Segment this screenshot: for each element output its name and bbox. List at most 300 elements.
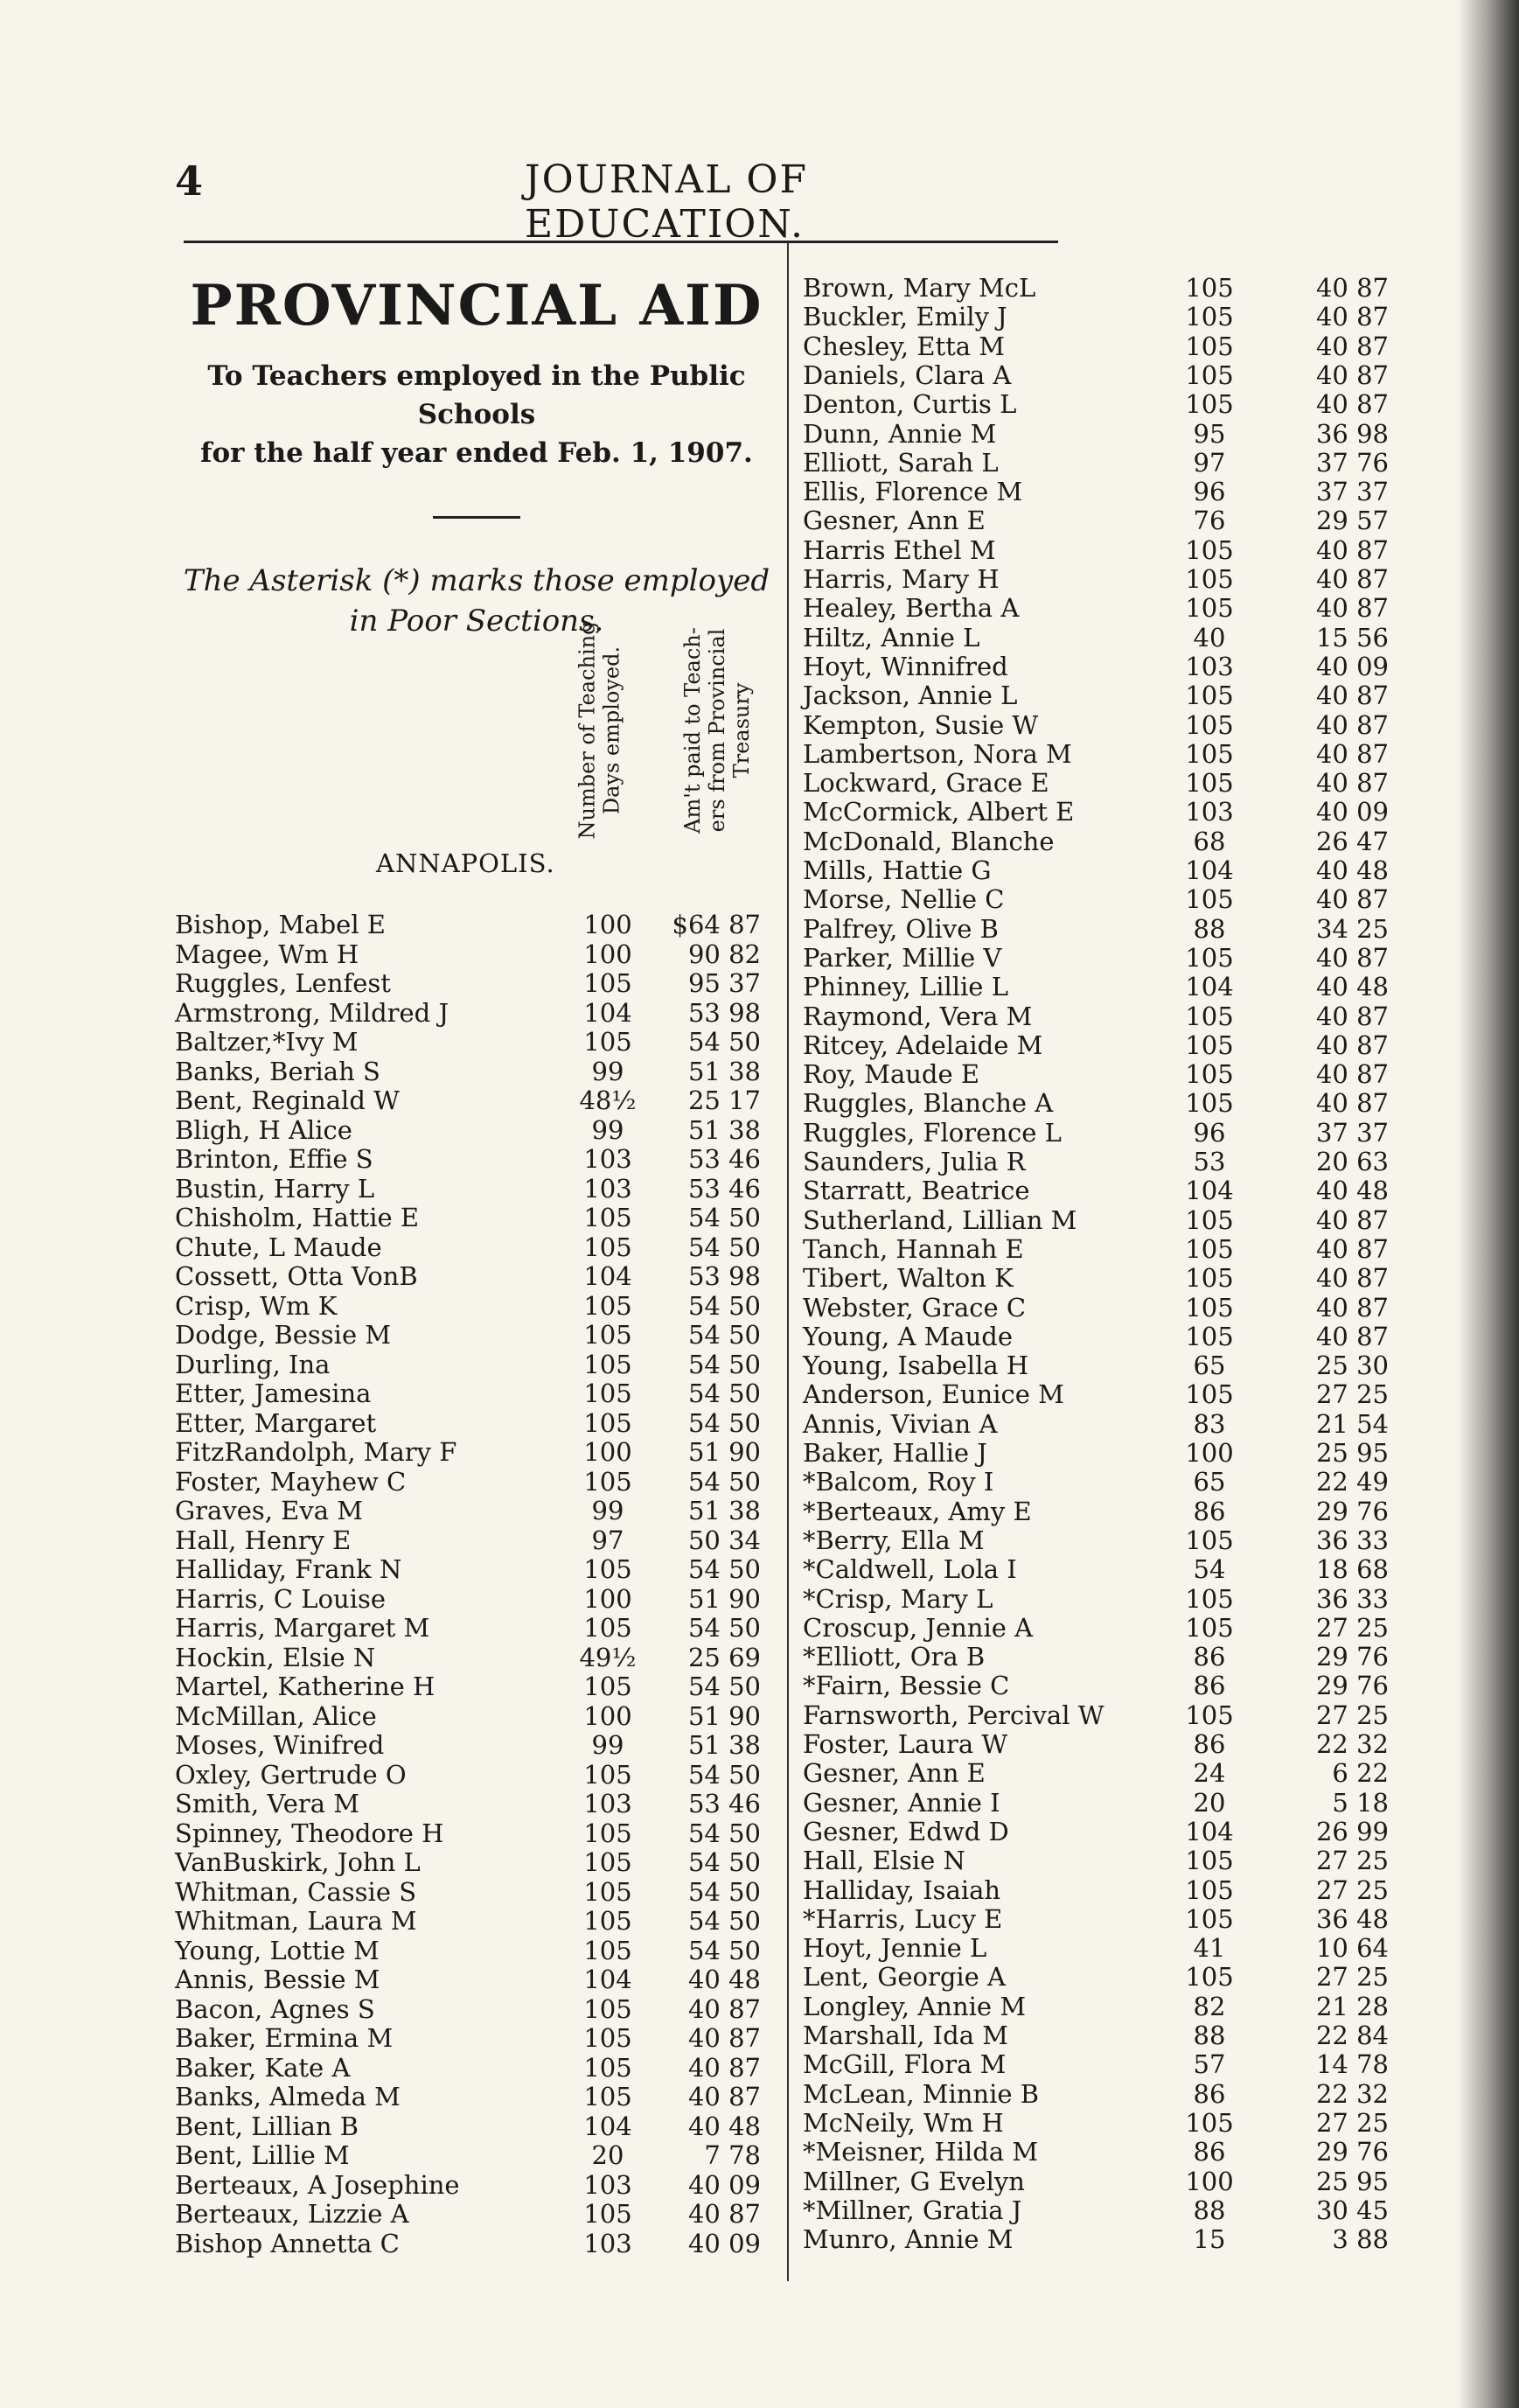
list-item xyxy=(175,1760,778,1790)
teacher-name: Harris, Mary H xyxy=(803,564,1000,594)
days-column-header xyxy=(564,612,634,848)
list-item xyxy=(803,1118,1467,1148)
amount-paid: 40 87 xyxy=(1315,534,1389,565)
teaching-days: 105 xyxy=(583,1320,632,1350)
list-item xyxy=(175,1232,778,1262)
teaching-days: 88 xyxy=(1193,2195,1226,2225)
list-item xyxy=(175,1350,778,1379)
teacher-name: Kempton, Susie W xyxy=(803,709,1039,740)
amount-paid: 18 68 xyxy=(1315,1554,1389,1585)
list-item xyxy=(175,1994,778,2024)
teaching-days: 105 xyxy=(583,1027,632,1057)
list-item xyxy=(175,2111,778,2141)
teaching-days: 100 xyxy=(583,939,632,969)
subtitle-line-2: for the half year ended Feb. 1, 1907. xyxy=(200,437,753,469)
teaching-days: 105 xyxy=(1185,1059,1234,1090)
teaching-days: 83 xyxy=(1193,1408,1226,1439)
list-item xyxy=(175,2229,778,2258)
teacher-name: Brown, Mary McL xyxy=(803,273,1036,303)
amount-paid: 27 25 xyxy=(1315,1874,1389,1905)
teaching-days: 104 xyxy=(583,1965,632,1994)
right-column-list xyxy=(803,273,1467,2276)
teacher-name: Phinney, Lillie L xyxy=(803,972,1008,1002)
amount-paid: 90 82 xyxy=(687,939,761,969)
teaching-days: 97 xyxy=(1193,447,1226,478)
teacher-name: Young, Isabella H xyxy=(803,1351,1029,1381)
amount-paid: 40 87 xyxy=(687,1993,761,2024)
teacher-name: *Elliott, Ora B xyxy=(803,1642,986,1672)
amount-paid: 40 87 xyxy=(1315,709,1389,740)
teacher-name: McNeily, Wm H xyxy=(803,2107,1004,2138)
amount-paid: 51 38 xyxy=(687,1056,761,1086)
teacher-name: Ruggles, Florence L xyxy=(803,1117,1062,1148)
list-item xyxy=(803,2167,1467,2196)
page-header xyxy=(175,157,1067,247)
teaching-days: 105 xyxy=(1185,1700,1234,1730)
amount-paid: 29 76 xyxy=(1315,2137,1389,2167)
amount-paid: 51 90 xyxy=(687,1700,761,1731)
amount-paid: 40 09 xyxy=(687,2228,761,2258)
teacher-name: Moses, Winifred xyxy=(175,1730,385,1760)
teaching-days: 88 xyxy=(1193,2021,1226,2050)
teacher-name: Etter, Margaret xyxy=(175,1407,377,1438)
teacher-name: Oxley, Gertrude O xyxy=(175,1759,407,1790)
amount-paid: 40 87 xyxy=(687,2052,761,2083)
amount-paid: 10 64 xyxy=(1315,1933,1389,1964)
list-item xyxy=(175,1144,778,1174)
teaching-days: 105 xyxy=(583,1876,632,1907)
teaching-days: 104 xyxy=(1185,1816,1234,1846)
list-item xyxy=(175,1730,778,1760)
amount-paid: 29 76 xyxy=(1315,1671,1389,1701)
teaching-days: 105 xyxy=(583,1349,632,1379)
teacher-name: Graves, Eva M xyxy=(175,1496,363,1525)
list-item xyxy=(803,360,1467,390)
amount-paid: 22 84 xyxy=(1315,2021,1389,2050)
teacher-name: Magee, Wm H xyxy=(175,939,359,969)
teaching-days: 105 xyxy=(1185,1233,1234,1264)
teacher-name: Roy, Maude E xyxy=(803,1059,980,1090)
list-item xyxy=(803,768,1467,798)
list-item xyxy=(175,1906,778,1936)
list-item xyxy=(175,2170,778,2200)
list-item xyxy=(175,1643,778,1672)
teacher-name: Ellis, Florence M xyxy=(803,477,1023,507)
teacher-name: McGill, Flora M xyxy=(803,2049,1007,2080)
teacher-name: Baltzer,*Ivy M xyxy=(175,1027,359,1057)
teaching-days: 105 xyxy=(1185,1379,1234,1410)
teacher-name: Baker, Hallie J xyxy=(803,1438,987,1468)
amount-paid: 27 25 xyxy=(1315,1962,1389,1993)
list-item xyxy=(175,1613,778,1643)
teaching-days: 105 xyxy=(583,1407,632,1438)
list-item xyxy=(803,1497,1467,1526)
list-item xyxy=(803,1322,1467,1351)
list-item xyxy=(175,2023,778,2053)
teaching-days: 49½ xyxy=(579,1642,637,1672)
list-item xyxy=(803,2021,1467,2050)
amount-paid: 40 87 xyxy=(1315,1292,1389,1323)
teacher-name: Spinney, Theodore H xyxy=(175,1818,444,1848)
teaching-days: 103 xyxy=(1185,797,1234,827)
teacher-name: Tanch, Hannah E xyxy=(803,1233,1024,1264)
teaching-days: 104 xyxy=(583,997,632,1028)
amount-paid: 40 87 xyxy=(1315,738,1389,769)
teaching-days: 54 xyxy=(1193,1554,1226,1585)
teacher-name: Ritcey, Adelaide M xyxy=(803,1030,1043,1060)
note-line-1: The Asterisk (*) marks those employed xyxy=(183,563,770,598)
teacher-name: Saunders, Julia R xyxy=(803,1147,1026,1176)
amount-paid: 54 50 xyxy=(687,1027,761,1057)
list-item xyxy=(803,2049,1467,2079)
teacher-name: Crisp, Wm K xyxy=(175,1290,338,1321)
amount-paid: 14 78 xyxy=(1315,2049,1389,2080)
teaching-days: 99 xyxy=(591,1056,624,1086)
list-item xyxy=(175,1877,778,1907)
amount-paid: 25 95 xyxy=(1315,1438,1389,1468)
teacher-name: Whitman, Laura M xyxy=(175,1906,417,1936)
amount-paid: 27 25 xyxy=(1315,1612,1389,1643)
amount-paid: 40 48 xyxy=(1315,972,1389,1002)
teacher-name: Farnsworth, Percival W xyxy=(803,1700,1104,1730)
teaching-days: 105 xyxy=(583,2082,632,2111)
amount-paid: 51 38 xyxy=(687,1730,761,1760)
teaching-days: 105 xyxy=(1185,1321,1234,1351)
list-item xyxy=(803,681,1467,710)
teacher-name: Elliott, Sarah L xyxy=(803,447,999,478)
list-item xyxy=(175,1057,778,1086)
teacher-name: *Crisp, Mary L xyxy=(803,1583,993,1614)
teaching-days: 105 xyxy=(1185,1583,1234,1614)
teacher-name: Longley, Annie M xyxy=(803,1991,1027,2021)
list-item xyxy=(175,1408,778,1438)
amount-paid: 40 87 xyxy=(1315,1204,1389,1235)
page-number: 4 xyxy=(175,157,204,205)
teacher-name: Harris Ethel M xyxy=(803,534,996,565)
amount-paid: 40 87 xyxy=(1315,1088,1389,1119)
list-item xyxy=(803,1030,1467,1060)
teacher-name: Berteaux, A Josephine xyxy=(175,2169,460,2200)
teacher-name: Gesner, Ann E xyxy=(803,506,986,536)
teaching-days: 105 xyxy=(1185,534,1234,565)
title-block xyxy=(175,271,778,641)
teacher-name: Martel, Katherine H xyxy=(175,1672,435,1701)
teaching-days: 15 xyxy=(1193,2224,1226,2255)
note-line-2: in Poor Sections. xyxy=(349,604,604,639)
teacher-name: *Fairn, Bessie C xyxy=(803,1671,1010,1701)
amount-column-header xyxy=(678,612,756,848)
teaching-days: 105 xyxy=(583,1818,632,1848)
teacher-name: Armstrong, Mildred J xyxy=(175,997,449,1028)
amount-paid: 51 38 xyxy=(687,1496,761,1525)
teacher-name: FitzRandolph, Mary F xyxy=(175,1437,457,1467)
list-item xyxy=(803,943,1467,973)
list-item xyxy=(175,1115,778,1145)
teacher-name: Brinton, Effie S xyxy=(175,1144,373,1174)
teaching-days: 95 xyxy=(1193,418,1226,449)
teacher-name: Hiltz, Annie L xyxy=(803,622,980,653)
amount-paid: 40 87 xyxy=(1315,331,1389,361)
list-item xyxy=(175,1554,778,1584)
teaching-days: 105 xyxy=(583,2199,632,2229)
teaching-days: 99 xyxy=(591,1496,624,1525)
amount-paid: 54 50 xyxy=(687,1290,761,1321)
amount-paid: 53 98 xyxy=(687,997,761,1028)
amount-paid: 40 48 xyxy=(687,1965,761,1994)
list-item xyxy=(803,2224,1467,2254)
list-item xyxy=(803,797,1467,827)
teacher-name: McDonald, Blanche xyxy=(803,826,1055,856)
teacher-name: Sutherland, Lillian M xyxy=(803,1204,1077,1235)
amount-paid: 40 87 xyxy=(1315,1001,1389,1031)
days-header-line-2: Days employed. xyxy=(599,646,624,815)
amount-paid: 40 09 xyxy=(1315,651,1389,681)
amount-paid: 51 38 xyxy=(687,1114,761,1145)
teacher-name: *Berteaux, Amy E xyxy=(803,1496,1032,1526)
list-item xyxy=(803,1379,1467,1409)
list-item xyxy=(803,2137,1467,2167)
amount-paid: 54 50 xyxy=(687,1935,761,1965)
list-item xyxy=(803,1758,1467,1788)
teaching-days: 105 xyxy=(583,1554,632,1584)
amount-paid: 37 37 xyxy=(1315,477,1389,507)
amount-paid: 54 50 xyxy=(687,1349,761,1379)
teacher-name: Buckler, Emily J xyxy=(803,302,1007,332)
teaching-days: 97 xyxy=(591,1525,624,1555)
teaching-days: 104 xyxy=(1185,855,1234,885)
list-item xyxy=(175,1672,778,1701)
teaching-days: 53 xyxy=(1193,1147,1226,1176)
amount-paid: 21 54 xyxy=(1315,1408,1389,1439)
teaching-days: 105 xyxy=(1185,389,1234,420)
amount-paid: 40 87 xyxy=(687,2023,761,2053)
teacher-name: Whitman, Cassie S xyxy=(175,1876,417,1907)
county-heading: ANNAPOLIS. xyxy=(376,848,555,878)
amount-paid: 5 18 xyxy=(1332,1787,1389,1818)
list-item xyxy=(175,2199,778,2229)
teaching-days: 105 xyxy=(1185,359,1234,390)
teacher-name: Lambertson, Nora M xyxy=(803,738,1072,769)
teaching-days: 82 xyxy=(1193,1991,1226,2021)
list-item xyxy=(803,302,1467,332)
list-item xyxy=(803,1205,1467,1235)
list-item xyxy=(803,2195,1467,2225)
teacher-name: Millner, G Evelyn xyxy=(803,2166,1025,2196)
amount-paid: 40 87 xyxy=(1315,593,1389,624)
amount-paid: 40 09 xyxy=(687,2169,761,2200)
list-item xyxy=(175,1847,778,1877)
teacher-name: Bacon, Agnes S xyxy=(175,1993,375,2024)
amount-paid: 50 34 xyxy=(687,1525,761,1555)
amount-paid: 37 76 xyxy=(1315,447,1389,478)
teaching-days: 105 xyxy=(583,1613,632,1643)
teaching-days: 105 xyxy=(1185,1030,1234,1060)
teaching-days: 65 xyxy=(1193,1351,1226,1381)
amount-paid: 22 32 xyxy=(1315,1729,1389,1759)
teaching-days: 105 xyxy=(1185,1525,1234,1555)
teaching-days: 86 xyxy=(1193,1496,1226,1526)
amount-paid: 40 87 xyxy=(1315,1321,1389,1351)
amount-paid: 54 50 xyxy=(687,1554,761,1584)
teacher-name: Daniels, Clara A xyxy=(803,359,1012,390)
teacher-name: Foster, Mayhew C xyxy=(175,1466,407,1497)
teacher-name: Annis, Vivian A xyxy=(803,1408,998,1439)
amount-paid: 40 87 xyxy=(1315,302,1389,332)
list-item xyxy=(803,2079,1467,2109)
amount-paid: 51 90 xyxy=(687,1583,761,1614)
amount-paid: 40 87 xyxy=(1315,942,1389,973)
amount-paid: 40 48 xyxy=(1315,1176,1389,1206)
teacher-name: *Caldwell, Lola I xyxy=(803,1554,1017,1585)
teacher-name: Morse, Nellie C xyxy=(803,884,1005,915)
teaching-days: 99 xyxy=(591,1730,624,1760)
amount-paid: 27 25 xyxy=(1315,1700,1389,1730)
list-item xyxy=(803,1234,1467,1264)
list-item xyxy=(803,1584,1467,1614)
amount-paid: 54 50 xyxy=(687,1818,761,1848)
list-item xyxy=(175,1203,778,1232)
teacher-name: Chesley, Etta M xyxy=(803,331,1005,361)
teacher-name: Hall, Henry E xyxy=(175,1525,352,1555)
list-item xyxy=(803,1438,1467,1468)
teacher-name: Gesner, Annie I xyxy=(803,1787,1000,1818)
amount-paid: 40 87 xyxy=(1315,564,1389,594)
teacher-name: Bishop Annetta C xyxy=(175,2228,400,2258)
amount-paid: 3 88 xyxy=(1332,2224,1389,2255)
teacher-name: Jackson, Annie L xyxy=(803,681,1018,711)
list-item xyxy=(175,1701,778,1731)
amount-paid: 40 87 xyxy=(1315,1030,1389,1060)
teaching-days: 105 xyxy=(1185,1204,1234,1235)
teaching-days: 76 xyxy=(1193,506,1226,536)
teaching-days: 105 xyxy=(1185,1001,1234,1031)
short-rule xyxy=(433,516,520,519)
teacher-name: Healey, Bertha A xyxy=(803,593,1020,624)
list-item xyxy=(803,710,1467,740)
teaching-days: 104 xyxy=(583,2111,632,2141)
teaching-days: 100 xyxy=(583,910,632,939)
teaching-days: 105 xyxy=(583,1232,632,1262)
teaching-days: 105 xyxy=(583,1290,632,1321)
teacher-name: Hockin, Elsie N xyxy=(175,1642,376,1672)
teacher-name: Webster, Grace C xyxy=(803,1292,1027,1323)
list-item xyxy=(175,2053,778,2083)
list-item xyxy=(803,593,1467,623)
teaching-days: 105 xyxy=(1185,273,1234,303)
teaching-days: 105 xyxy=(583,968,632,998)
list-item xyxy=(803,827,1467,856)
teaching-days: 105 xyxy=(583,1935,632,1965)
list-item xyxy=(803,564,1467,594)
teacher-name: Harris, Margaret M xyxy=(175,1613,430,1643)
amount-paid: 40 87 xyxy=(1315,681,1389,711)
teaching-days: 86 xyxy=(1193,2137,1226,2167)
teacher-name: Tibert, Walton K xyxy=(803,1263,1014,1294)
teacher-name: Lockward, Grace E xyxy=(803,768,1049,799)
amount-paid: 36 33 xyxy=(1315,1583,1389,1614)
list-item xyxy=(803,1525,1467,1555)
header-rule xyxy=(184,241,1058,243)
teacher-name: *Meisner, Hilda M xyxy=(803,2137,1039,2167)
teacher-name: Halliday, Frank N xyxy=(175,1554,402,1584)
list-item xyxy=(175,2082,778,2111)
list-item xyxy=(175,1291,778,1321)
list-item xyxy=(803,739,1467,769)
amount-paid: 29 76 xyxy=(1315,1496,1389,1526)
amount-paid: 54 50 xyxy=(687,1407,761,1438)
amount-paid: 22 32 xyxy=(1315,2078,1389,2109)
teacher-name: Banks, Almeda M xyxy=(175,2082,401,2111)
teacher-name: Anderson, Eunice M xyxy=(803,1379,1064,1410)
teacher-name: Bent, Lillian B xyxy=(175,2111,359,2141)
amount-paid: 26 47 xyxy=(1315,826,1389,856)
main-title: PROVINCIAL AID xyxy=(190,273,763,339)
teacher-name: Munro, Annie M xyxy=(803,2224,1014,2255)
amount-paid: 40 87 xyxy=(687,2199,761,2229)
list-item xyxy=(803,884,1467,914)
amount-header-line-1: Am't paid to Teach- xyxy=(680,627,705,834)
teaching-days: 105 xyxy=(1185,681,1234,711)
left-column-list xyxy=(175,910,778,2274)
list-item xyxy=(803,1293,1467,1323)
amount-paid: 54 50 xyxy=(687,1672,761,1701)
list-item xyxy=(803,1933,1467,1963)
teaching-days: 105 xyxy=(1185,768,1234,799)
amount-paid: 40 87 xyxy=(1315,359,1389,390)
teacher-name: Chute, L Maude xyxy=(175,1232,382,1262)
teaching-days: 86 xyxy=(1193,1642,1226,1672)
teacher-name: Bligh, H Alice xyxy=(175,1114,352,1145)
list-item xyxy=(175,939,778,969)
teaching-days: 103 xyxy=(583,1144,632,1174)
amount-paid: $64 87 xyxy=(672,910,761,939)
list-item xyxy=(175,1789,778,1818)
teaching-days: 48½ xyxy=(579,1085,637,1115)
teaching-days: 105 xyxy=(1185,884,1234,915)
list-item xyxy=(175,998,778,1028)
amount-paid: 26 99 xyxy=(1315,1816,1389,1846)
list-item xyxy=(175,1437,778,1467)
teacher-name: Baker, Kate A xyxy=(175,2052,351,2083)
amount-paid: 53 46 xyxy=(687,1144,761,1174)
teacher-name: *Millner, Gratia J xyxy=(803,2195,1022,2225)
amount-paid: 40 87 xyxy=(1315,1233,1389,1264)
teacher-name: Banks, Beriah S xyxy=(175,1056,380,1086)
amount-paid: 36 98 xyxy=(1315,418,1389,449)
teaching-days: 103 xyxy=(583,1789,632,1818)
teaching-days: 105 xyxy=(583,1993,632,2024)
teacher-name: Croscup, Jennie A xyxy=(803,1612,1034,1643)
teaching-days: 65 xyxy=(1193,1467,1226,1497)
list-item xyxy=(803,506,1467,535)
amount-header-line-3: Treasury xyxy=(729,682,754,778)
teaching-days: 105 xyxy=(1185,1263,1234,1294)
teacher-name: Marshall, Ida M xyxy=(803,2021,1008,2050)
list-item xyxy=(803,1176,1467,1205)
teaching-days: 105 xyxy=(583,1466,632,1497)
teacher-name: Bent, Lillie M xyxy=(175,2140,350,2170)
teacher-name: Gesner, Edwd D xyxy=(803,1816,1009,1846)
amount-paid: 20 63 xyxy=(1315,1147,1389,1176)
list-item xyxy=(803,1788,1467,1818)
teaching-days: 103 xyxy=(583,1173,632,1204)
teaching-days: 105 xyxy=(1185,942,1234,973)
list-item xyxy=(175,1496,778,1525)
teaching-days: 105 xyxy=(1185,1088,1234,1119)
list-item xyxy=(175,910,778,939)
teaching-days: 105 xyxy=(583,2023,632,2053)
teaching-days: 103 xyxy=(1185,651,1234,681)
